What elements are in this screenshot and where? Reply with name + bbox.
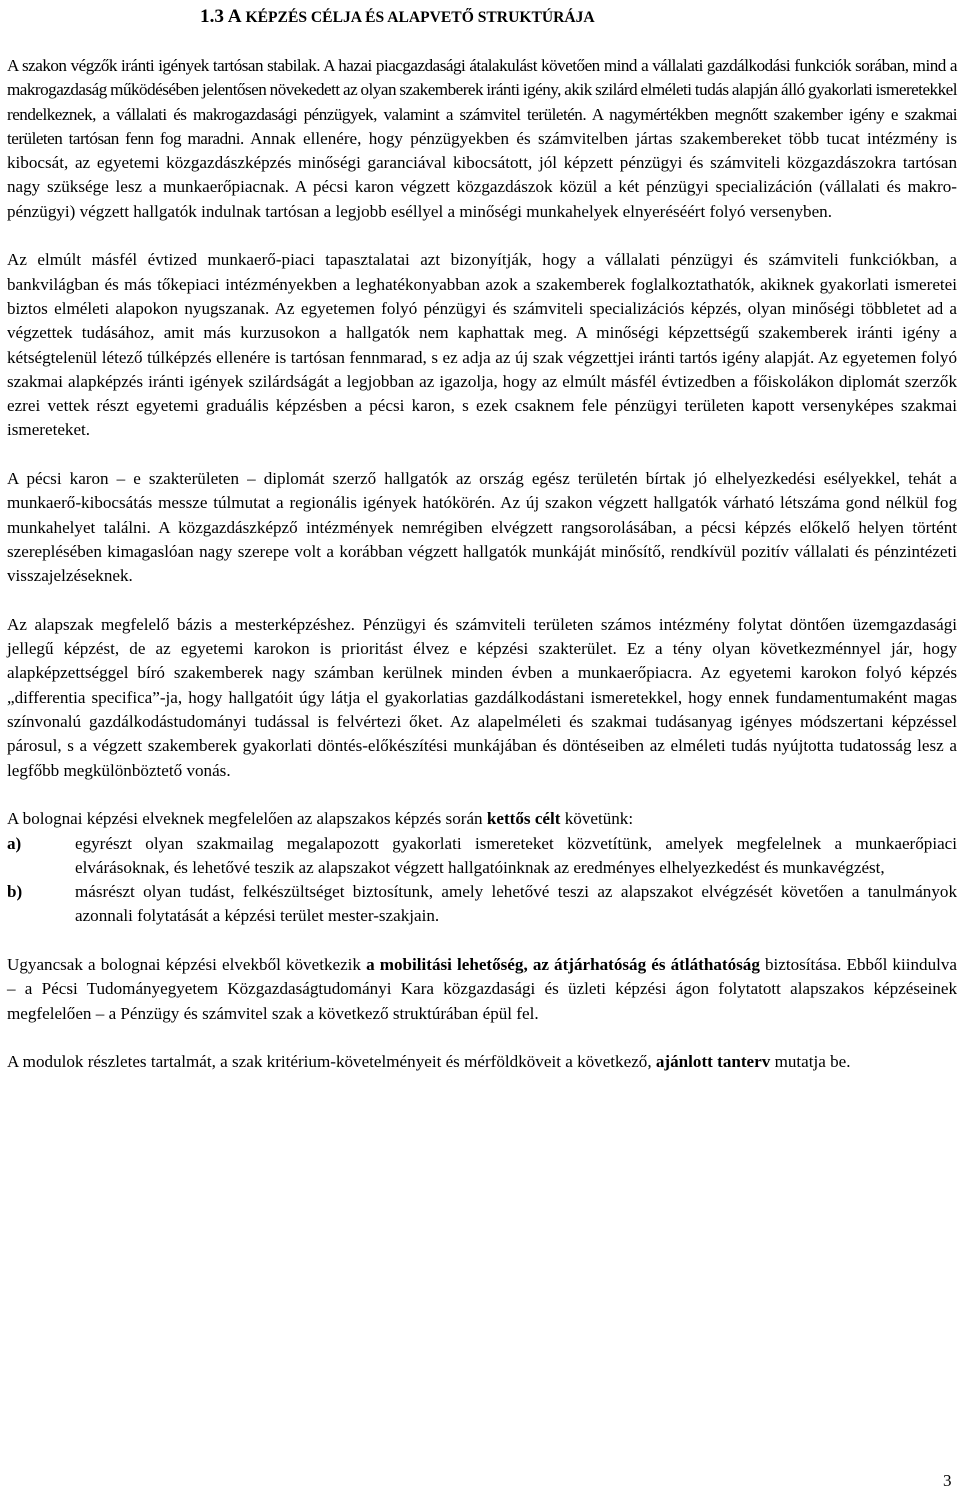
section-heading bbox=[200, 4, 800, 31]
paragraph-7 bbox=[7, 1050, 957, 1074]
heading-first-letter: A bbox=[227, 6, 242, 27]
list-item bbox=[7, 832, 957, 881]
paragraph-5-intro: A bolognai képzési elveknek megfelelően az alapszakos képzés során bbox=[7, 809, 487, 829]
paragraph-7-start: A modulok részletes tartalmát, a szak kritérium-követelményeit és mérföldköveit a következő, bbox=[7, 1052, 656, 1072]
paragraph-5-bold: kettős célt bbox=[486, 809, 561, 829]
paragraph-7-end: mutatja be. bbox=[770, 1052, 851, 1072]
goals-list bbox=[7, 832, 957, 929]
paragraph-5-tail: követünk: bbox=[560, 809, 634, 829]
paragraph-6 bbox=[7, 953, 957, 1026]
list-marker: b) bbox=[7, 882, 23, 902]
heading-number: 1.3 bbox=[200, 6, 228, 27]
list-item-text: másrészt olyan tudást, felkészültséget biztosítunk, amely lehetővé teszi az alapszakot elvégzését követően a tanulmányok azonnali folytatását a képzési terület mester-szakjain. bbox=[75, 882, 957, 926]
paragraph-6-start: Ugyancsak a bolognai képzési elvekből következik bbox=[7, 954, 367, 974]
list-item-text: egyrészt olyan szakmailag megalapozott gyakorlati ismereteket közvetítünk, amelyek megfelelnek a munkaerőpiaci elvárásoknak, és lehetővé teszik az alapszakot végzett hallgatóinknak az eredményes elhelyezkedést és munkavégzést, bbox=[75, 833, 957, 877]
page-number: 3 bbox=[943, 1471, 952, 1490]
paragraph-1-part-1: A szakon végzők iránti igények tartósan stabilak. A hazai piacgazdasági átalakulást követően mind a vállalati gazdálkodási funkciók sorában, mind a makrogazdaság működésében jelentősen növekedett az olyan szakemberek iránti igény, akik szilárd elméleti tudás alapján álló gyakorlati ismeretekkel rendelkeznek, a vállalati és makrogazdasági pénzügyek, valamint a számvitel területén. A nagymértékben megnőtt szakember igény e szakmai területen tartósan fenn fog maradni. bbox=[7, 56, 957, 148]
paragraph-1-part-2: Annak ellenére, hogy pénzügyekben és számvitelben jártas szakembereket több tucat intézmény is kibocsát, az egyetemi közgazdászképzés minőségi garanciával kibocsátott, jól képzett pénzügyi és számviteli közgazdászokra tartósan nagy szüksége lesz a munkaerőpiacnak. A pécsi karon végzett közgazdászok közül a két pénzügyi specializáción (vállalati és makro-pénzügyi) végzett hallgatók indulnak tartósan a legjobb eséllyel a minőségi munkahelyek elnyeréséért folyó versenyben. bbox=[7, 128, 957, 221]
list-marker: a) bbox=[7, 833, 22, 853]
paragraph-1 bbox=[7, 54, 957, 224]
paragraph-2: Az elmúlt másfél évtized munkaerő-piaci tapasztalatai azt bizonyítják, hogy a vállalati pénzügyi és számviteli funkciókban, a bankvilágban és más tőkepiaci intézményekben a leghatékonyabban azok a szakemberek foglalkoztathatók, akiknek gyakorlati ismeretei biztos elméleti alapokon nyugszanak. Az egyetemen folyó pénzügyi és számviteli specializációs képzés, olyan minőségi többletet ad a végzettek tudásához, amit más kurzusokon a hallgatók nem kaphattak meg. A minőségi képzettségű szakemberek iránti igény a kétségtelenül létező túlképzés ellenére is tartósan fennmarad, s ez adja az új szak végzettjei iránti tartós igény alapját. Az egyetemen folyó szakmai alapképzés iránti igények szilárdságát a legjobban az igazolja, hogy az elmúlt másfél évtizedben a főiskolákon diplomát szerzők ezrei vettek részt egyetemi graduális képzésben a pécsi karon, s ezek csaknem fele pénzügyi területen kapott versenyképes szakmai ismereteket. bbox=[7, 250, 957, 440]
paragraph-7-bold: ajánlott tanterv bbox=[655, 1052, 771, 1072]
paragraph-3: A pécsi karon – e szakterületen – diplomát szerző hallgatók az ország egész területén bírtak jó elhelyezkedési esélyekkel, tehát a munkaerő-kibocsátás messze túlmutat a regionális igények hatókörén. Az új szakon végzett hallgatók várható létszáma gond nélkül fog munkahelyet találni. A közgazdászképző intézmények nemrégiben elvégzett rangsorolásában, a pécsi képzés előkelő helyen történt szereplésében kimagaslóan nagy szerepe volt a korábban végzett hallgatók munkáját minősítő, rendkívül pozitív vállalati és pénzintézeti visszajelzéseknek. bbox=[7, 469, 957, 586]
heading-title: KÉPZÉS CÉLJA ÉS ALAPVETŐ STRUKTÚRÁJA bbox=[241, 9, 595, 26]
paragraph-4: Az alapszak megfelelő bázis a mesterképzéshez. Pénzügyi és számviteli területen számos intézmény folytat döntően üzemgazdasági jellegű képzést, de az egyetemi karokon is prioritást élvez e képzési szakterület. Ez a tény olyan következménnyel jár, hogy alapképzettséggel bíró szakemberek nagy számban kerülnek minden évben a munkaerőpiacra. Az egyetemi karokon folyó képzés „differentia specifica”-ja, hogy hallgatóit úgy látja el gyakorlatias gazdálkodástani ismeretekkel, hogy ennek fundamentumaként magas színvonalú gazdálkodástudományi tudással is felvértezi őket. Az alapelméleti és szakmai tudásanyag igényes módszertani képzéssel párosul, s a végzett szakemberek gyakorlati döntés-előkészítési munkájában és döntéseiben az elméleti tudás nyújtotta tudatosság lesz a legfőbb megkülönböztető vonás. bbox=[7, 614, 957, 780]
paragraph-6-end: biztosítása. Ebből kiindulva – a Pécsi Tudományegyetem Közgazdaságtudományi Kara közgazdasági és üzleti képzési ágon folytatott alapszakos képzéseinek megfelelően – a Pénzügy és számvitel szak a következő struktúrában épül fel. bbox=[7, 954, 958, 1023]
list-item bbox=[7, 880, 957, 929]
document-body bbox=[7, 54, 957, 1074]
paragraph-5 bbox=[7, 807, 957, 831]
paragraph-6-bold: a mobilitási lehetőség, az átjárhatóság és átláthatóság bbox=[366, 954, 760, 974]
